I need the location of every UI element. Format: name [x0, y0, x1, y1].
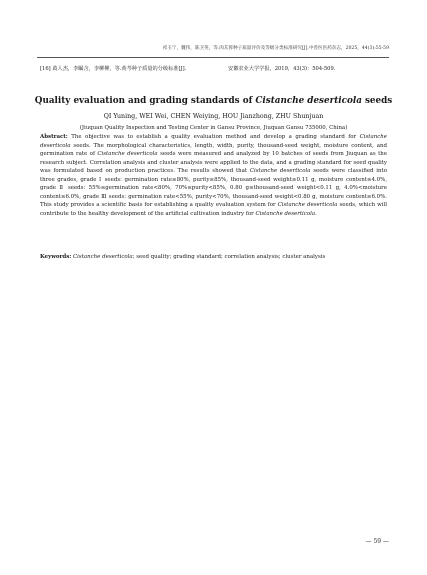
reference-entry: [40, 66, 389, 73]
reference-journal: 安徽农业大学学报，2019，43(3)：504-509.: [228, 66, 336, 72]
keywords-species: Cistanche deserticola: [73, 254, 133, 260]
keywords: [40, 253, 387, 262]
abstract-species: Cistanche deserticola: [255, 210, 316, 217]
running-header: 祁玉宁，魏伟，陈卫英，等.肉苁蓉种子质量评价及等级分类标准研究[J].中兽医医药杂志，2025，44(3):55-59: [162, 46, 389, 51]
abstract-text: seeds were classified into three grades, grade Ⅰ seeds: germination rate≥80%, purity≥85%, thousand-seed weight≥0.11 g, moisture content≤4.0%, grade Ⅱ seeds: 55%≤germination rate<80%, 70%≤purity<85%, 0.80 g≤thousand-seed weight<0.11 g, 4.0%<moisture content≤6.0%, grade Ⅲ seeds: germination rate<55%, purity<70%, thousand-seed weight<0.80 g, moisture content≥6.0%. This study provides a scientific basis for establishing a quality evaluation system for: [40, 168, 387, 209]
author-list: QI Yuning, WEI Wei, CHEN Weiying, HOU Jianzhong, ZHU Shunjuan: [103, 113, 324, 120]
reference-number: [16]: [40, 66, 51, 72]
reference-authors-title: 葛人杰，李瞩含，李柳柳，等.黄芩种子质量的分级标准[J].: [52, 66, 187, 72]
abstract-label: Abstract:: [40, 134, 68, 140]
keywords-rest: ; seed quality; grading standard; correlation analysis; cluster analysis: [132, 254, 326, 260]
header-rule: [37, 57, 389, 58]
abstract-species: Cistanche deserticola: [249, 168, 311, 175]
page-number: — 59 —: [365, 538, 389, 545]
affiliation: (Jiuquan Quality Inspection and Testing Center in Gansu Province, Jiuquan Gansu 735000, China): [79, 125, 348, 131]
abstract-species: Cistanche deserticola: [97, 151, 158, 158]
paper-title: [30, 96, 397, 107]
abstract-text: seeds, which will contribute to the healthy development of the artificial cultivation industry for: [40, 202, 387, 217]
title-species: Cistanche deserticola: [255, 96, 362, 106]
abstract-species: Cistanche deserticola: [277, 202, 338, 209]
abstract-text: seeds. The morphological characteristics, length, width, purity, thousand-seed weight, moisture content, and germination rate of: [40, 142, 387, 158]
abstract-species: Cistanche deserticola: [40, 134, 387, 149]
abstract-text: .: [315, 210, 317, 217]
abstract-text: seeds were measured and analyzed by 10 batches of seeds from Jiuquan as the research subject. Correlation analysis and cluster analysis were applied to the data, and a grading standard for seed quality was formulated based on production practices. The results showed that: [40, 151, 387, 175]
title-prefix: Quality evaluation and grading standards of: [34, 96, 256, 106]
abstract-text: The objective was to establish a quality evaluation method and develop a grading standard for: [67, 134, 360, 140]
abstract: [40, 133, 387, 218]
keywords-label: Keywords:: [40, 254, 72, 260]
title-suffix: seeds: [361, 96, 393, 106]
